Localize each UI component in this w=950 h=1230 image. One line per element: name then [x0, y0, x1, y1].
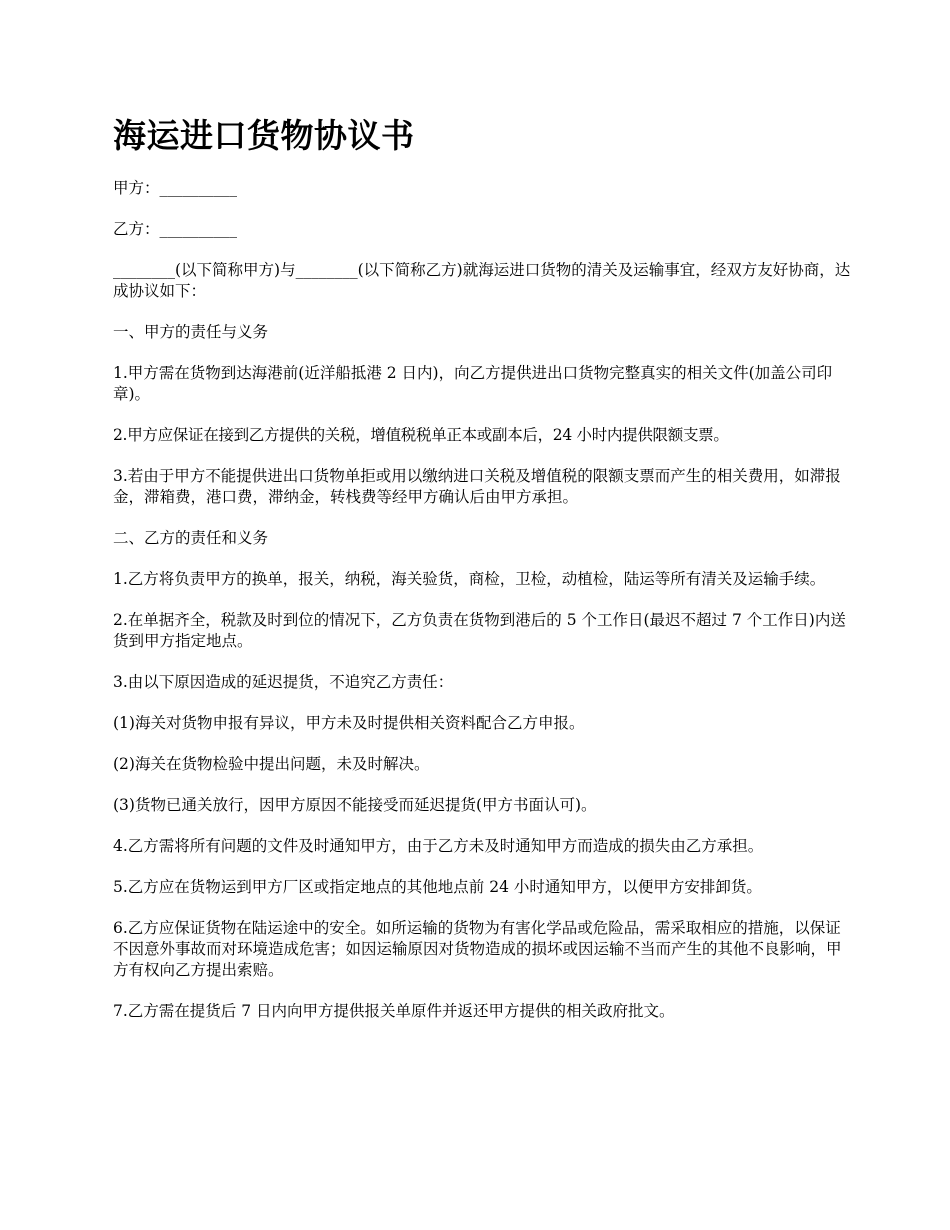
clause-paragraph: 5.乙方应在货物运到甲方厂区或指定地点的其他地点前 24 小时通知甲方，以便甲方安排卸货。	[113, 878, 762, 896]
clause-paragraph: 4.乙方需将所有问题的文件及时通知甲方，由于乙方未及时通知甲方而造成的损失由乙方承担。	[113, 837, 764, 855]
clause-paragraph: 3.由以下原因造成的延迟提货，不追究乙方责任：	[113, 673, 454, 691]
clause-paragraph: 2.在单据齐全，税款及时到位的情况下，乙方负责在货物到港后的 5 个工作日(最迟不超过 7 个工作日)内送货到甲方指定地点。	[113, 611, 846, 650]
document-title: 海运进口货物协议书	[113, 116, 415, 155]
clause-paragraph: 6.乙方应保证货物在陆运途中的安全。如所运输的货物为有害化学品或危险品，需采取相应的措施，以保证不因意外事故而对环境造成危害；如因运输原因对货物造成的损坏或因运输不当而产生的其他不良影响，甲方有权向乙方提出索赔。	[113, 919, 842, 979]
party-a-line: 甲方：__________	[113, 179, 238, 197]
document-page	[113, 112, 853, 1042]
sub-clause-paragraph: (3)货物已通关放行，因甲方原因不能接受而延迟提货(甲方书面认可)。	[113, 796, 597, 814]
clause-paragraph: 3.若由于甲方不能提供进出口货物单拒或用以缴纳进口关税及增值税的限额支票而产生的相关费用，如滞报金，滞箱费，港口费，滞纳金，转栈费等经甲方确认后由甲方承担。	[113, 467, 841, 506]
clause-paragraph: 2.甲方应保证在接到乙方提供的关税，增值税税单正本或副本后，24 小时内提供限额支票。	[113, 426, 729, 444]
preamble-paragraph: ________(以下简称甲方)与________(以下简称乙方)就海运进口货物的清关及运输事宜，经双方友好协商，达成协议如下：	[113, 261, 851, 300]
clause-paragraph: 1.甲方需在货物到达海港前(近洋船抵港 2 日内)，向乙方提供进出口货物完整真实的相关文件(加盖公司印章)。	[113, 364, 833, 403]
section-heading-party-b: 二、乙方的责任和义务	[113, 529, 269, 547]
clause-paragraph: 1.乙方将负责甲方的换单，报关，纳税，海关验货，商检，卫检，动植检，陆运等所有清关及运输手续。	[113, 570, 826, 588]
section-heading-party-a: 一、甲方的责任与义务	[113, 323, 269, 341]
sub-clause-paragraph: (2)海关在货物检验中提出问题，未及时解决。	[113, 755, 430, 773]
party-b-line: 乙方：__________	[113, 220, 238, 238]
sub-clause-paragraph: (1)海关对货物申报有异议，甲方未及时提供相关资料配合乙方申报。	[113, 714, 585, 732]
clause-paragraph: 7.乙方需在提货后 7 日内向甲方提供报关单原件并返还甲方提供的相关政府批文。	[113, 1002, 675, 1020]
